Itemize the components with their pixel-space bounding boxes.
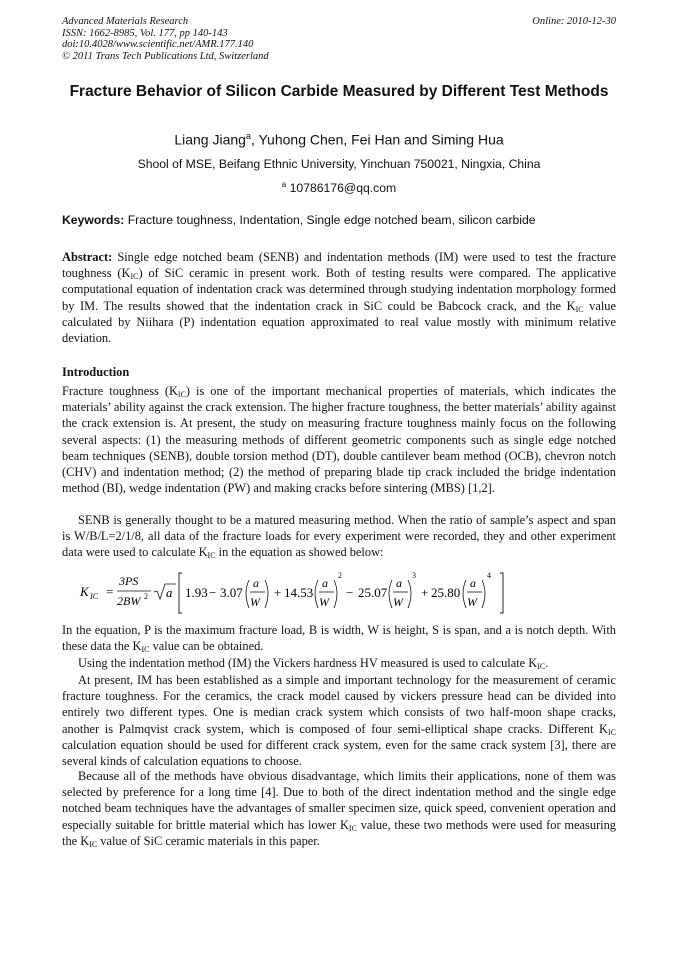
eq-frac-num: a [396, 576, 402, 590]
doi: doi:10.4028/www.scientific.net/AMR.177.140 [62, 39, 254, 50]
eq-frac-den: W [393, 595, 403, 609]
paper-title: Fracture Behavior of Silicon Carbide Measured by Different Test Methods [69, 83, 609, 100]
eq-op2: + [274, 585, 282, 600]
subscript: IC [537, 662, 546, 671]
keywords-text: Fracture toughness, Indentation, Single edge notched beam, silicon carbide [124, 213, 536, 227]
text: calculation equation should be used for different crack system, even for the same crack system [3], there are several kinds of calculation equations to choose. [62, 737, 616, 769]
email-mark: a [281, 180, 287, 189]
paren-right-icon [408, 580, 411, 608]
paren-left-icon [463, 580, 466, 608]
text: in the equation as showed below: [215, 545, 384, 560]
intro-paragraph-5 [62, 672, 616, 769]
eq-op4: + [421, 585, 429, 600]
eq-sqrt-var: a [166, 585, 173, 600]
author-affil-mark: a [245, 131, 251, 141]
subscript: IC [141, 645, 150, 655]
intro-paragraph-6 [62, 768, 616, 849]
eq-frac-num: a [470, 576, 476, 590]
text: Fracture toughness (K [62, 384, 178, 398]
text: . [545, 656, 549, 670]
subscript: IC [348, 823, 357, 833]
affiliation: Shool of MSE, Beifang Ethnic University, Yinchuan 750021, Ningxia, China [137, 157, 541, 171]
journal-header [62, 16, 616, 62]
text: At present, IM has been established as a simple and important technology for the measurement of ceramic fracture toughness. For the ceramics, the crack model caused by vickers pressure head can be divided into entirely two different types. One is median crack system which consists of two half-moon shape cracks, another is Palmqvist crack system, which is composed of four semi-elliptical shape cracks. Different K [62, 673, 616, 736]
eq-op1: − [209, 585, 217, 600]
left-bracket-icon [179, 573, 182, 613]
eq-denominator: 2BW [117, 594, 141, 608]
text: value of SiC ceramic materials in this paper. [97, 833, 320, 848]
eq-numerator: 3PS [119, 574, 139, 588]
abstract [62, 249, 616, 346]
paren-right-icon [265, 580, 268, 608]
subscript: IC [177, 390, 186, 399]
subscript: IC [207, 551, 216, 561]
text: value can be obtained. [149, 639, 264, 654]
eq-frac-num: a [322, 576, 328, 590]
copyright: © 2011 Trans Tech Publications Ltd, Switzerland [62, 50, 269, 62]
subscript: IC [608, 727, 616, 737]
eq-lhs: K [80, 584, 89, 599]
author-rest: , Yuhong Chen, Fei Han and Siming Hua [250, 131, 504, 148]
sqrt-icon [154, 584, 176, 599]
abstract-text: Single edge notched beam (SENB) and indentation methods (IM) were used to test the fracture toughness (K [62, 250, 616, 281]
eq-equals: = [106, 584, 114, 599]
keywords [62, 213, 616, 227]
eq-exp3: 3 [412, 571, 416, 580]
text: Using the indentation method (IM) the Vickers hardness HV measured is used to calculate K [78, 656, 538, 670]
intro-paragraph-3 [62, 622, 616, 654]
intro-paragraph-4 [62, 655, 616, 671]
text: ) is one of the important mechanical properties of materials, which indicates the materials’ ability against the crack extension. The higher fracture toughness, the better materials’ ability against the crack extension is. At present, the study on measuring fracture toughness mainly focus on the following several aspects: (1) the measuring methods of different geometric components such as single edge notched beam techniques (SENB), double torsion method (DT), double cantilever beam method (OCB), chevron notch (CHV) and indentation method; (2) the method of preparing blade tip crack included the bridge indentation method (BI), wedge indentation (PW) and making cracks before sintering (MBS) [1,2]. [62, 384, 616, 496]
right-bracket-icon [500, 573, 503, 613]
eq-exp4: 4 [487, 571, 491, 580]
email [62, 180, 616, 195]
eq-frac-den: W [250, 595, 260, 609]
subscript: IC [89, 839, 98, 849]
eq-c2: 14.53 [284, 585, 314, 600]
keywords-label: Keywords: [62, 213, 125, 227]
email-address: 10786176@qq.com [286, 181, 397, 196]
text: value, these two methods were used for measuring the K [62, 817, 616, 848]
paren-left-icon [389, 580, 392, 608]
paren-right-icon [482, 580, 485, 608]
text: In the equation, P is the maximum fracture load, B is width, W is height, S is span, and a is notch depth. With these data the K [62, 623, 616, 654]
eq-frac-den: W [467, 595, 477, 609]
abstract-text: ) of SiC ceramic in present work. Both of testing results were compared. The applicative computational equation of indentation crack was determined through studying indentation morphology formed by IM. The results showed that the indentation crack in SiC could be Babcock crack, and the K [62, 266, 616, 313]
eq-op3: − [346, 585, 354, 600]
paren-left-icon [315, 580, 318, 608]
eq-c4: 25.80 [431, 585, 461, 600]
senb-equation [78, 567, 528, 617]
eq-exp2: 2 [338, 571, 342, 580]
eq-c1: 3.07 [220, 585, 243, 600]
journal-name: Advanced Materials Research [62, 16, 189, 27]
paren-right-icon [334, 580, 337, 608]
subscript: IC [575, 304, 584, 314]
abstract-text: value calculated by Niihara (P) indentation equation approximated to real value mostly with minimum relative deviation. [62, 298, 616, 346]
section-heading: Introduction [62, 365, 130, 379]
eq-frac-num: a [253, 576, 259, 590]
eq-c3: 25.07 [358, 585, 388, 600]
eq-frac-den: W [319, 595, 329, 609]
abstract-label: Abstract: [62, 250, 113, 264]
online-date: Online: 2010-12-30 [532, 16, 616, 27]
intro-paragraph-1 [62, 383, 616, 496]
intro-paragraph-2 [62, 512, 616, 561]
subscript: IC [130, 272, 139, 282]
author-first: Liang Jiang [174, 131, 246, 148]
authors [62, 131, 616, 148]
eq-den-exp: 2 [144, 592, 148, 601]
issn: ISSN: 1662-8985, Vol. 177, pp 140-143 [62, 27, 228, 39]
text: Because all of the methods have obvious disadvantage, which limits their applications, none of them was selected by preference for a long time [4]. Due to both of the direct indentation method and the single edge notched beam techniques have the advantages of smaller specimen size, quick speed, convenient operation and especially suitable for brittle material which has lower K [62, 769, 616, 832]
eq-c0: 1.93 [185, 585, 208, 600]
paren-left-icon [246, 580, 249, 608]
text: SENB is generally thought to be a matured measuring method. When the ratio of sample’s aspect and span is W/B/L=2/1/8, all data of the fracture loads for every experiment were recorded, they and other experiment data were used to calculate K [62, 513, 616, 560]
eq-lhs-sub: IC [90, 592, 98, 601]
